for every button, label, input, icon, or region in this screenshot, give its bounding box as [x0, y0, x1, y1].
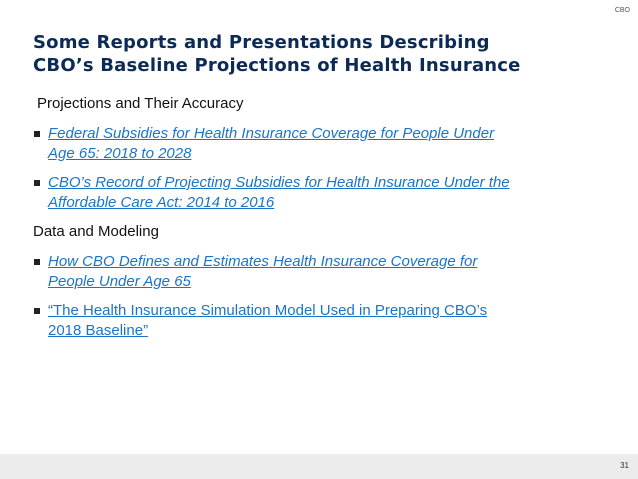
- square-bullet-icon: [34, 180, 40, 186]
- list-item: [33, 173, 608, 213]
- title-line-1: Some Reports and Presentations Describing: [33, 32, 490, 53]
- title-line-2: CBO’s Baseline Projections of Health Insurance: [33, 55, 521, 76]
- link-line: Affordable Care Act: 2014 to 2016: [48, 194, 275, 211]
- square-bullet-icon: [34, 131, 40, 137]
- link-line: “The Health Insurance Simulation Model Used in Preparing CBO’s: [48, 302, 488, 319]
- report-link-simulation-model[interactable]: [48, 301, 608, 341]
- link-line: Federal Subsidies for Health Insurance Coverage for People Under: [48, 125, 495, 142]
- section-heading-projections: Projections and Their Accuracy: [37, 95, 244, 112]
- link-line: Age 65: 2018 to 2028: [48, 145, 192, 162]
- page-number: 31: [620, 461, 629, 470]
- cbo-corner-label: CBO: [614, 7, 630, 14]
- report-link-coverage-definitions[interactable]: [48, 252, 608, 292]
- section-heading-data-modeling: Data and Modeling: [33, 223, 159, 240]
- list-item: [33, 252, 608, 292]
- square-bullet-icon: [34, 308, 40, 314]
- link-line: CBO’s Record of Projecting Subsidies for Health Insurance Under the: [48, 174, 510, 191]
- report-list: [33, 94, 608, 350]
- link-line: 2018 Baseline”: [48, 322, 149, 339]
- list-item: [33, 124, 608, 164]
- footer-bar: [0, 454, 638, 479]
- link-line: People Under Age 65: [48, 273, 191, 290]
- report-link-federal-subsidies[interactable]: [48, 124, 608, 164]
- report-link-record-of-projecting[interactable]: [48, 173, 608, 213]
- page-title: [33, 31, 613, 77]
- list-item: [33, 301, 608, 341]
- link-line: How CBO Defines and Estimates Health Insurance Coverage for: [48, 253, 478, 270]
- square-bullet-icon: [34, 259, 40, 265]
